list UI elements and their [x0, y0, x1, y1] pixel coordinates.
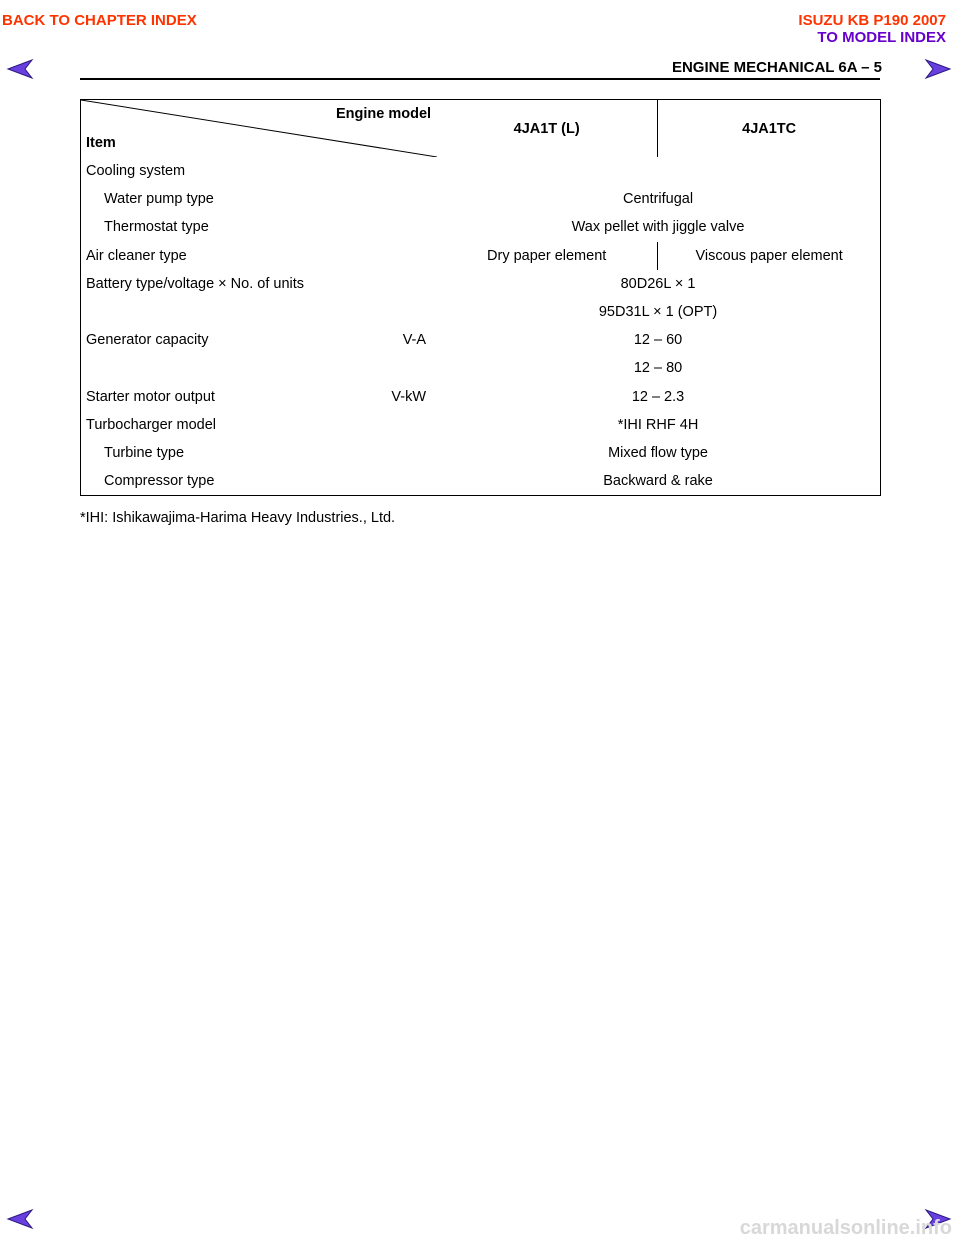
table-row	[81, 439, 881, 467]
spec-table	[80, 99, 881, 496]
row-value: 12 – 2.3	[631, 388, 685, 405]
row-value: 12 – 80	[633, 360, 683, 377]
table-row	[81, 383, 881, 411]
row-value: Centrifugal	[622, 191, 694, 208]
item-label: Item	[86, 135, 116, 151]
column-header-4ja1tc: 4JA1TC	[742, 120, 797, 137]
model-title: ISUZU KB P190 2007	[798, 12, 946, 29]
row-value	[436, 157, 880, 185]
column-header-4ja1t: 4JA1T (L)	[436, 100, 658, 158]
row-label	[81, 383, 437, 411]
row-value: Viscous paper element	[695, 247, 843, 264]
row-value: Mixed flow type	[608, 444, 708, 461]
to-model-index-link[interactable]: TO MODEL INDEX	[817, 29, 946, 46]
footnote: *IHI: Ishikawajima-Harima Heavy Industries., Ltd.	[80, 510, 396, 526]
starter-label: Starter motor output	[86, 388, 215, 405]
table-header-row	[81, 100, 881, 158]
table-row	[81, 411, 881, 439]
table-row	[81, 354, 881, 382]
unit-label: V-kW	[391, 388, 427, 405]
watermark: carmanualsonline.info	[739, 1217, 952, 1239]
row-value: Dry paper element	[436, 242, 658, 270]
section-title: ENGINE MECHANICAL 6A – 5	[671, 59, 882, 76]
row-label: Battery type/voltage × No. of units	[86, 275, 305, 292]
row-label: Cooling system	[86, 163, 186, 180]
row-value: 95D31L × 1 (OPT)	[598, 304, 718, 321]
header-rule	[80, 78, 880, 80]
row-value: 12 – 60	[633, 332, 683, 349]
row-label	[81, 354, 437, 382]
generator-label: Generator capacity	[86, 332, 209, 349]
row-value: Wax pellet with jiggle valve	[571, 219, 745, 236]
table-row	[81, 242, 881, 270]
row-label: Turbine type	[104, 444, 185, 461]
table-row	[81, 326, 881, 354]
row-label	[81, 298, 437, 326]
row-label: Turbocharger model	[86, 416, 217, 433]
row-label: Compressor type	[104, 473, 215, 490]
table-row	[81, 270, 881, 298]
row-label	[81, 326, 437, 354]
row-label: Air cleaner type	[86, 247, 187, 264]
previous-page-arrow-icon[interactable]	[6, 1208, 36, 1230]
table-row	[81, 298, 881, 326]
next-page-arrow-icon[interactable]	[922, 58, 952, 80]
table-row	[81, 185, 881, 213]
table-row	[81, 467, 881, 496]
back-to-chapter-index-link[interactable]: BACK TO CHAPTER INDEX	[2, 12, 197, 29]
row-value: 80D26L × 1	[620, 275, 696, 292]
row-value: Backward & rake	[603, 473, 713, 490]
header-corner-cell	[81, 100, 437, 158]
model-header	[798, 12, 946, 46]
row-value: *IHI RHF 4H	[617, 416, 699, 433]
previous-page-arrow-icon[interactable]	[6, 58, 36, 80]
row-label: Thermostat type	[104, 219, 209, 236]
unit-label: V-A	[402, 332, 427, 349]
engine-model-label: Engine model	[335, 106, 432, 122]
row-label: Water pump type	[104, 191, 214, 208]
table-row	[81, 157, 881, 185]
table-row	[81, 213, 881, 241]
